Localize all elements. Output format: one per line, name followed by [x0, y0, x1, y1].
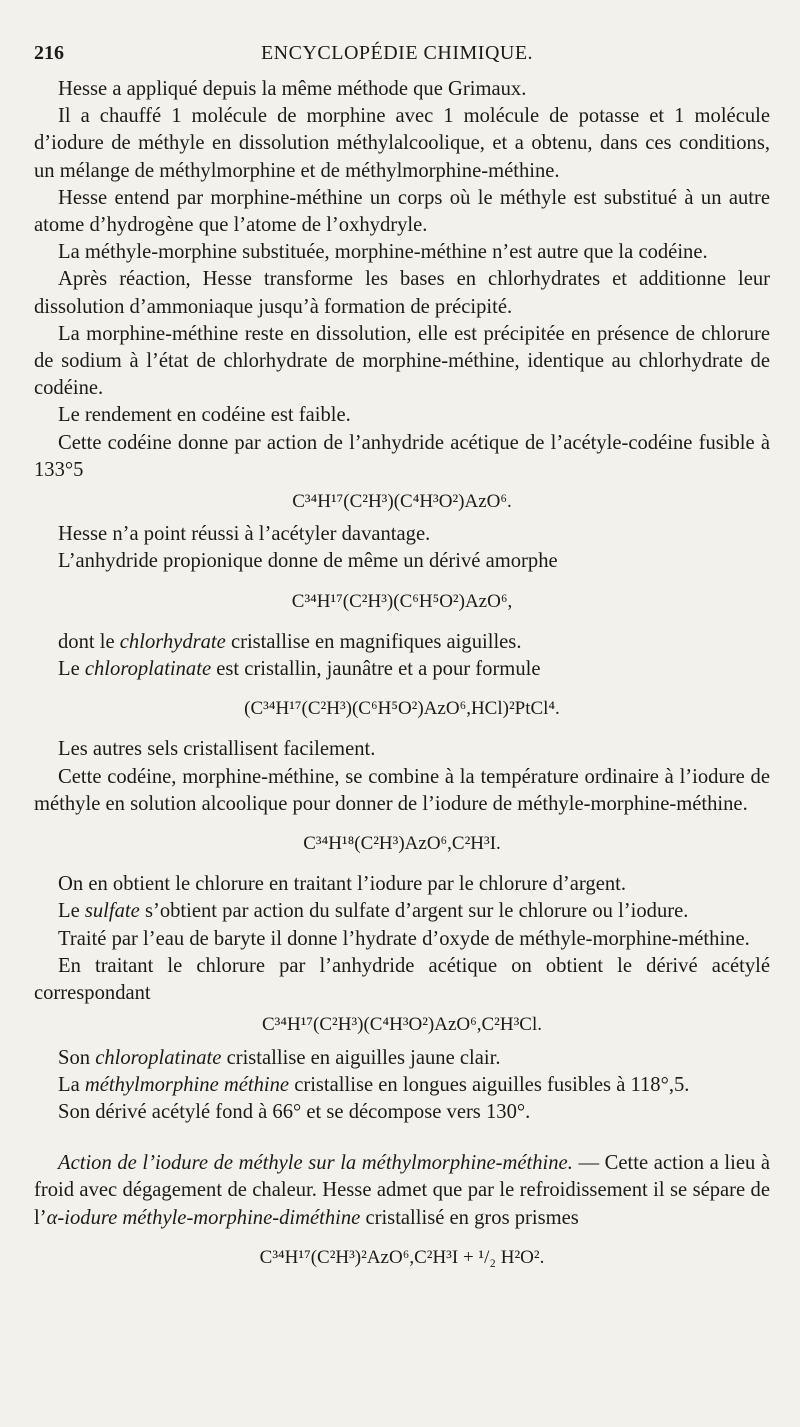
paragraph-19-emphasis: chloroplatinate [95, 1046, 222, 1069]
paragraph-18: En traitant le chlorure par l’anhydride acétique on obtient le dérivé acétylé correspondant [34, 954, 770, 1005]
paragraph-12-emphasis: chloroplatinate [84, 658, 212, 681]
formula-acetyl-codeine: C³⁴H¹⁷(C²H³)(C⁴H³O²)AzO⁶. [292, 491, 512, 513]
formula-methyl-iodide-compound: C³⁴H¹⁸(C²H³)AzO⁶,C²H³I. [303, 833, 501, 855]
section-spacer [34, 1126, 770, 1150]
paragraph-20-emphasis: méthylmorphine méthine [84, 1073, 290, 1096]
paragraph-21: Son dérivé acétylé fond à 66° et se décompose vers 130°. [58, 1100, 531, 1123]
paragraph-16 [34, 898, 770, 925]
paragraph-22-text-end: cristallisé en gros prismes [360, 1206, 579, 1229]
paragraph-11-text-end: cristallise en magnifiques aiguilles. [225, 630, 522, 653]
page-number: 216 [34, 42, 64, 64]
paragraph-22-emphasis: α-iodure méthyle-morphine-diméthine [46, 1206, 361, 1229]
formula-propionyl-derivative: C³⁴H¹⁷(C²H³)(C⁶H⁵O²)AzO⁶, [291, 590, 513, 612]
formula-chloroplatinate: (C³⁴H¹⁷(C²H³)(C⁶H⁵O²)AzO⁶,HCl)²PtCl⁴. [244, 698, 560, 720]
paragraph-7: Le rendement en codéine est faible. [58, 404, 351, 427]
paragraph-12 [34, 656, 770, 683]
paragraph-22 [34, 1150, 770, 1232]
page-body [34, 76, 770, 1285]
paragraph-19-text: Son [58, 1046, 96, 1069]
page-header [34, 42, 760, 72]
paragraph-4: La méthyle-morphine substituée, morphine-méthine n’est autre que la codéine. [58, 241, 708, 264]
paragraph-20-text: La [58, 1073, 85, 1096]
section-heading-italic: Action de l’iodure de méthyle sur la méthylmorphine-méthine. [58, 1152, 573, 1175]
paragraph-1: Hesse a appliqué depuis la même méthode que Grimaux. [58, 78, 527, 100]
paragraph-10: L’anhydride propionique donne de même un dérivé amorphe [58, 550, 558, 573]
formula-acetyl-chloride-derivative: C³⁴H¹⁷(C²H³)(C⁴H³O²)AzO⁶,C²H³Cl. [262, 1014, 542, 1036]
paragraph-13: Les autres sels cristallisent facilement. [58, 738, 376, 761]
paragraph-12-text: Le [58, 658, 85, 681]
paragraph-17: Traité par l’eau de baryte il donne l’hydrate d’oxyde de méthyle-morphine-méthine. [58, 927, 750, 950]
paragraph-14: Cette codéine, morphine-méthine, se combine à la température ordinaire à l’iodure de méthyle en solution alcoolique pour donner de l’iodure de méthyle-morphine-méthine. [34, 765, 770, 815]
paragraph-5: Après réaction, Hesse transforme les bases en chlorhydrates et additionne leur dissolution d’ammoniaque jusqu’à formation de précipité. [34, 268, 770, 318]
formula-iodide-hydrate: C³⁴H¹⁷(C²H³)²AzO⁶,C²H³I + ¹/₂ H²O². [259, 1246, 545, 1268]
paragraph-20-text-end: cristallise en longues aiguilles fusibles à 118°,5. [289, 1073, 690, 1096]
paragraph-9: Hesse n’a point réussi à l’acétyler davantage. [58, 523, 431, 546]
paragraph-11-text: dont le [58, 630, 120, 653]
running-title: ENCYCLOPÉDIE CHIMIQUE. [260, 42, 534, 64]
paragraph-16-emphasis: sulfate [84, 900, 140, 923]
paragraph-19-text-end: cristallise en aiguilles jaune clair. [221, 1046, 501, 1069]
paragraph-11-emphasis: chlorhydrate [119, 630, 226, 653]
paragraph-8: Cette codéine donne par action de l’anhydride acétique de l’acétyle-codéine fusible à 133°5 [34, 431, 770, 481]
paragraph-22-text: — Cette action a lieu à froid avec dégagement de chaleur. Hesse admet que par le refroidissement il se sépare de l’ [34, 1152, 770, 1229]
paragraph-15: On en obtient le chlorure en traitant l’iodure par le chlorure d’argent. [58, 873, 627, 896]
paragraph-20 [34, 1072, 770, 1099]
paragraph-11 [34, 629, 770, 656]
paragraph-12-text-end: est cristallin, jaunâtre et a pour formule [211, 658, 541, 681]
paragraph-16-text: Le [58, 900, 85, 923]
paragraph-19 [34, 1045, 770, 1072]
paragraph-6: La morphine-méthine reste en dissolution, elle est précipitée en présence de chlorure de sodium à l’état de chlorhydrate de morphine-méthine, identique au chlorhydrate de codéine. [34, 322, 770, 400]
paragraph-16-text-end: s’obtient par action du sulfate d’argent sur le chlorure ou l’iodure. [139, 900, 689, 923]
paragraph-3: Hesse entend par morphine-méthine un corps où le méthyle est substitué à un autre atome d’hydrogène que l’atome de l’oxhydryle. [34, 186, 770, 237]
paragraph-2: Il a chauffé 1 molécule de morphine avec 1 molécule de potasse et 1 molécule d’iodure de méthyle en dissolution méthylalcoolique, et a obtenu, dans ces conditions, un mélange de méthylmorphine et de méthylmorphine-méthine. [34, 105, 770, 182]
